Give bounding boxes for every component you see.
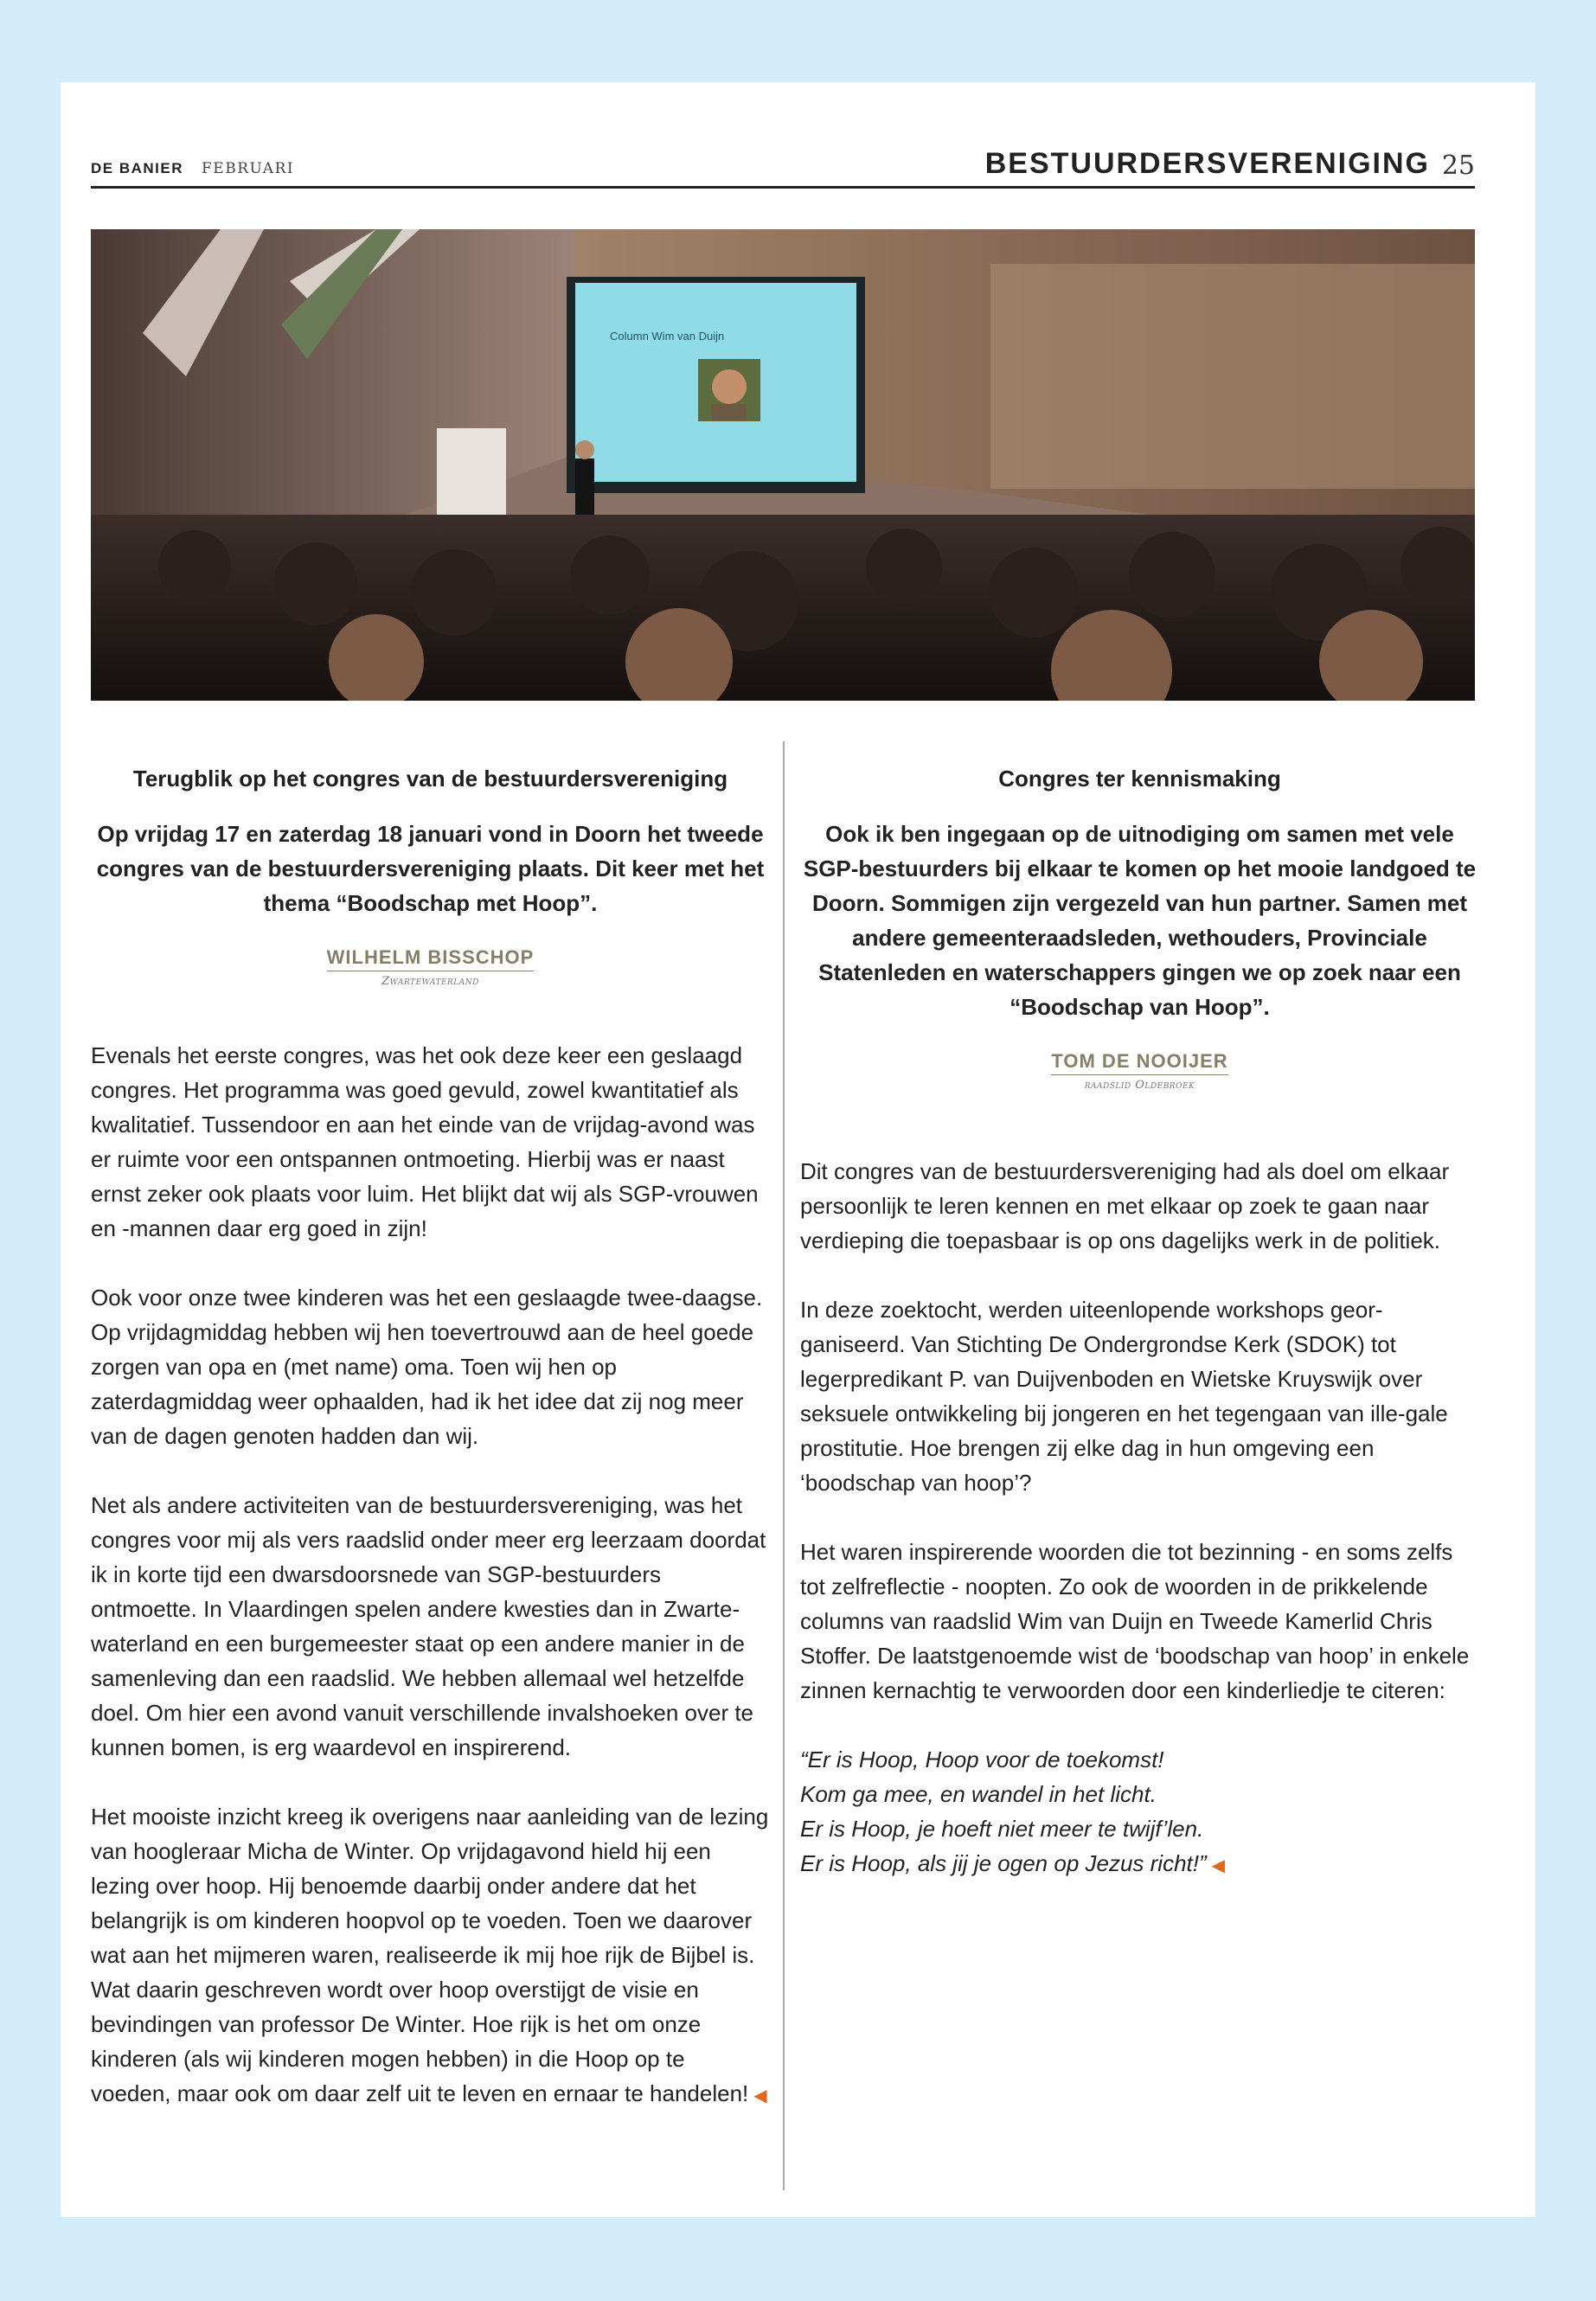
song-quote	[800, 1742, 1479, 1883]
magazine-page	[61, 82, 1535, 2217]
end-mark-icon: ◀	[1211, 1856, 1226, 1875]
right-article-title: Congres ter kennismaking	[998, 766, 1281, 792]
right-article-intro: Ook ik ben ingegaan op de uitnodiging om samen met vele SGP-bestuurders bij elkaar te komen op het mooie landgoed te Doorn. Sommigen zijn vergezeld van hun partner. Samen met andere gemeenteraadsleden, wethouders, Provinciale Statenleden en waterschappers gingen we op zoek naar een “Boodschap van Hoop”.	[803, 821, 1477, 1020]
slide-title: Column Wim van Duijn	[610, 330, 725, 343]
left-byline	[91, 946, 770, 988]
section-title: BESTUURDERSVERENIGING	[984, 147, 1430, 180]
right-byline	[800, 1050, 1479, 1092]
left-paragraph: Net als andere activiteiten van de bestuurdersvereniging, was het congres voor mij als vers raadslid onder meer erg leerzaam doordat ik in korte tijd een dwarsdoorsnede van SGP-bestuurders ontmoette. In Vlaardingen spelen andere kwesties dan in Zwarte-waterland en een burgemeester staat op een andere manier in de samenleving dan een raadslid. We hebben allemaal wel hetzelfde doel. Om hier een avond vanuit verschillende invalshoeken over te kunnen bomen, is erg waardevol en inspirerend.	[91, 1492, 766, 1760]
right-paragraph: In deze zoektocht, werden uiteenlopende workshops geor-ganiseerd. Van Stichting De Ondergrondse Kerk (SDOK) tot legerpredikant P. van Duijvenboden en Wietske Kruyswijk over seksuele ontwikkeling bij jongeren en het tegengaan van ille-gale prostitutie. Hoe brengen zij elke dag in hun omgeving een ‘boodschap van hoop’?	[800, 1297, 1448, 1496]
left-article	[91, 766, 770, 2148]
right-paragraph: Dit congres van de bestuurdersvereniging had als doel om elkaar persoonlijk te leren kennen en met elkaar op zoek te gaan naar verdieping die toepasbaar is op ons dagelijks werk in de politiek.	[800, 1158, 1450, 1253]
right-author-place: raadslid Oldebroek	[1084, 1079, 1195, 1092]
right-article	[800, 766, 1479, 1883]
left-author-name: WILHELM BISSCHOP	[327, 946, 535, 971]
song-line-last	[800, 1846, 1479, 1883]
left-paragraph: Evenals het eerste congres, was het ook deze keer een geslaagd congres. Het programma was goed gevuld, zowel kwantitatief als kwalitatief. Tussendoor en aan het einde van de vrijdag-avond was er ruimte voor een ontspannen ontmoeting. Hierbij was er naast ernst zeker ook plaats voor luim. Het blijkt dat wij als SGP-vrouwen en -mannen daar erg goed in zijn!	[91, 1042, 759, 1241]
left-paragraph: Ook voor onze twee kinderen was het een geslaagde twee-daagse. Op vrijdagmiddag hebben wij hen toevertrouwd aan de heel goede zorgen van opa en (met name) oma. Toen wij hen op zaterdagmiddag weer ophaalden, had ik het idee dat zij nog meer van de dagen genoten hadden dan wij.	[91, 1285, 763, 1449]
page-header	[91, 143, 1475, 189]
song-line: Er is Hoop, je hoeft niet meer te twijf’len.	[800, 1816, 1204, 1842]
issue-month: FEBRUARI	[202, 160, 295, 177]
right-paragraph: Het waren inspirerende woorden die tot bezinning - en soms zelfs tot zelfreflectie - noopten. Zo ook de woorden in de prikkelende columns van raadslid Wim van Duijn en Tweede Kamerlid Chris Stoffer. De laatstgenoemde wist de ‘boodschap van hoop’ in enkele zinnen kernachtig te verwoorden door een kinderliedje te citeren:	[800, 1539, 1470, 1703]
left-article-title: Terugblik op het congres van de bestuurdersvereniging	[132, 766, 728, 792]
page-number: 25	[1441, 151, 1475, 181]
left-paragraph-last	[91, 1799, 770, 2113]
congress-photo	[91, 229, 1475, 701]
left-author-place: Zwartewaterland	[381, 975, 479, 988]
end-mark-icon: ◀	[753, 2086, 767, 2106]
song-line: Kom ga mee, en wandel in het licht.	[800, 1781, 1157, 1807]
left-article-intro: Op vrijdag 17 en zaterdag 18 januari vond in Doorn het tweede congres van de bestuurdersvereniging plaats. Dit keer met het thema “Boodschap met Hoop”.	[96, 821, 765, 916]
left-paragraph-text: Het mooiste inzicht kreeg ik overigens naar aanleiding van de lezing van hoogleraar Micha de Winter. Op vrijdagavond hield hij een lezing over hoop. Hij benoemde daarbij onder andere dat het belangrijk is om kinderen hoopvol op te voeden. Toen we daarover wat aan het mijmeren waren, realiseerde ik mij hoe rijk de Bijbel is. Wat daarin geschreven wordt over hoop overstijgt de visie en bevindingen van professor De Winter. Hoe rijk is het om onze kinderen (als wij kinderen mogen hebben) in die Hoop op te voeden, maar ook om daar zelf uit te leven en ernaar te handelen!	[91, 1804, 769, 2106]
song-line: “Er is Hoop, Hoop voor de toekomst!	[800, 1747, 1164, 1772]
right-article-body	[800, 1154, 1479, 1883]
song-line-text: Er is Hoop, als jij je ogen op Jezus richt!”	[800, 1850, 1207, 1876]
right-author-name: TOM DE NOOIJER	[1051, 1050, 1227, 1075]
left-article-body	[91, 1038, 770, 2113]
magazine-name: DE BANIER	[91, 160, 184, 176]
column-divider	[783, 741, 785, 2190]
